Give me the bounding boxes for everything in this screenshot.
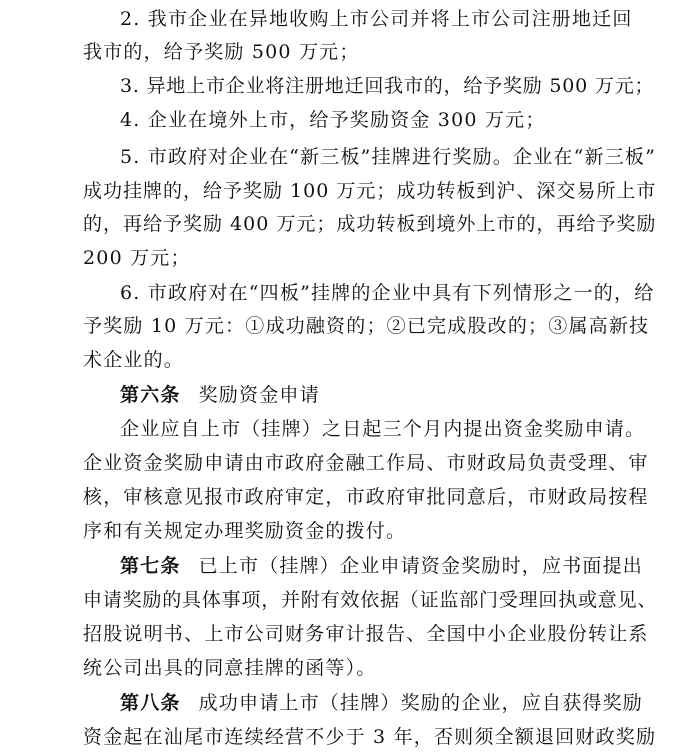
paragraph-line (0, 105, 676, 135)
article-number: 第八条 (120, 692, 181, 714)
paragraph-line (0, 722, 676, 752)
paragraph-line (0, 482, 676, 512)
article-text: 成功申请上市（挂牌）奖励的企业，应自获得奖励 (198, 692, 644, 714)
paragraph-line (0, 311, 676, 341)
paragraph-line (0, 345, 676, 375)
article-heading-line (0, 688, 676, 718)
line-text: 我市的，给予奖励 500 万元； (83, 41, 360, 63)
line-text: 资金起在汕尾市连续经营不少于 3 年，否则须全额退回财政奖励 (83, 726, 657, 748)
paragraph-line (0, 71, 676, 101)
line-text: 企业资金奖励申请由市政府金融工作局、市财政局负责受理、审 (83, 452, 649, 474)
paragraph-line (0, 516, 676, 546)
line-text: 统公司出具的同意挂牌的函等）。 (83, 657, 377, 679)
paragraph-line (0, 619, 676, 649)
paragraph-line (0, 142, 676, 172)
line-text: 招股说明书、上市公司财务审计报告、全国中小企业股份转让系 (83, 623, 649, 645)
paragraph-line (0, 243, 676, 273)
article-heading-line (0, 380, 676, 410)
paragraph-line (0, 585, 676, 615)
paragraph-line (0, 37, 676, 67)
article-text: 已上市（挂牌）企业申请资金奖励时，应书面提出 (198, 555, 644, 577)
line-text: 6. 市政府对在“四板”挂牌的企业中具有下列情形之一的，给 (120, 282, 655, 304)
paragraph-line (0, 414, 676, 444)
line-text: 核，审核意见报市政府审定，市政府审批同意后，市财政局按程 (83, 486, 649, 508)
line-text: 2. 我市企业在异地收购上市公司并将上市公司注册地迁回 (120, 8, 633, 30)
paragraph-line (0, 209, 676, 239)
line-text: 5. 市政府对企业在“新三板”挂牌进行奖励。企业在“新三板” (120, 146, 657, 168)
paragraph-line (0, 176, 676, 206)
line-text: 的，再给予奖励 400 万元；成功转板到境外上市的，再给予奖励 (83, 213, 657, 235)
line-text: 予奖励 10 万元：①成功融资的；②已完成股改的；③属高新技 (83, 315, 650, 337)
line-text: 4. 企业在境外上市，给予奖励资金 300 万元； (120, 109, 546, 131)
article-number: 第七条 (120, 555, 181, 577)
paragraph-line (0, 448, 676, 478)
line-text: 200 万元； (83, 247, 191, 269)
article-number: 第六条 (120, 384, 181, 406)
line-text: 术企业的。 (83, 349, 185, 371)
paragraph-line (0, 278, 676, 308)
article-title: 奖励资金申请 (198, 384, 320, 406)
line-text: 申请奖励的具体事项，并附有效依据（证监部门受理回执或意见、 (83, 589, 658, 611)
line-text: 序和有关规定办理奖励资金的拨付。 (83, 520, 407, 542)
line-text: 成功挂牌的，给予奖励 100 万元；成功转板到沪、深交易所上市 (83, 180, 657, 202)
line-text: 3. 异地上市企业将注册地迁回我市的，给予奖励 500 万元； (120, 75, 655, 97)
line-text: 企业应自上市（挂牌）之日起三个月内提出资金奖励申请。 (120, 418, 646, 440)
paragraph-line (0, 4, 676, 34)
paragraph-line (0, 653, 676, 683)
article-heading-line (0, 551, 676, 581)
